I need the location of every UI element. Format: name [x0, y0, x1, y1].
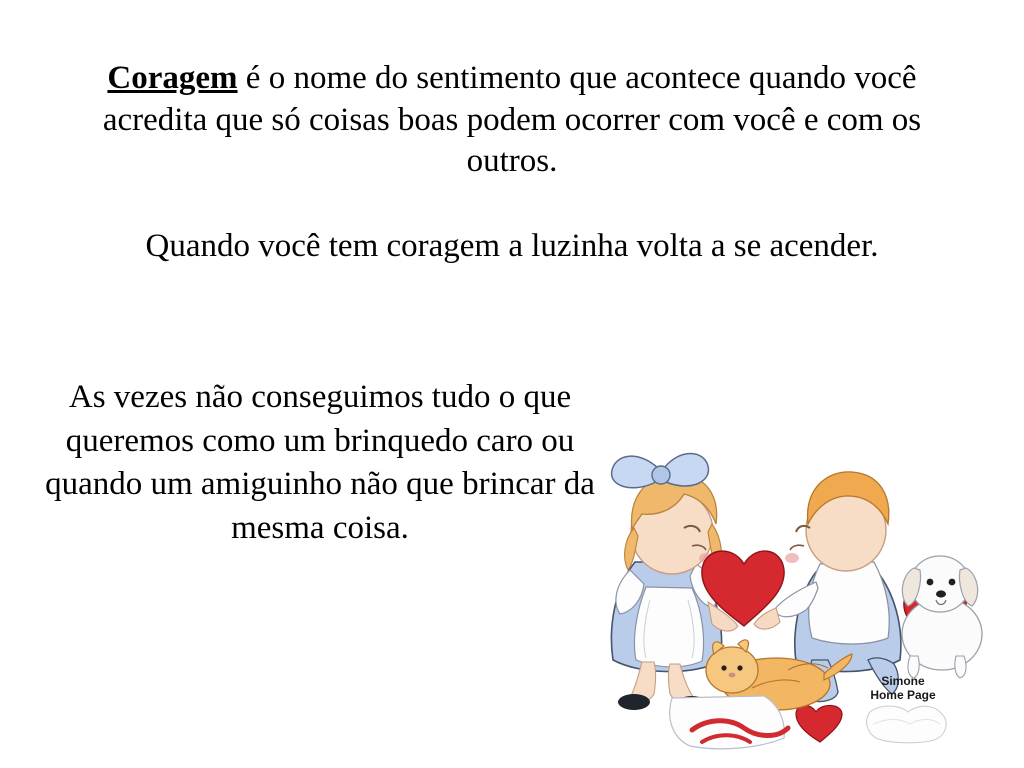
paragraph-lower: As vezes não conseguimos tudo o que queremos como um brinquedo caro ou quando um amiguinho não que brincar da mesma coisa.	[45, 379, 595, 546]
children-illustration	[580, 412, 1010, 757]
artwork-credit-line-2: Home Page	[870, 688, 936, 703]
paragraph-second: Quando você tem coragem a luzinha volta a se acender.	[145, 228, 879, 264]
artwork-credit	[848, 674, 958, 702]
lead-word-coragem: Coragem	[107, 60, 238, 96]
artwork-credit-line-1: Simone	[881, 674, 925, 688]
paragraph-top-rest: é o nome do sentimento que acontece quando você acredita que só coisas boas podem ocorrer com você e com os outros.	[102, 60, 922, 180]
paragraph-top	[72, 58, 952, 183]
